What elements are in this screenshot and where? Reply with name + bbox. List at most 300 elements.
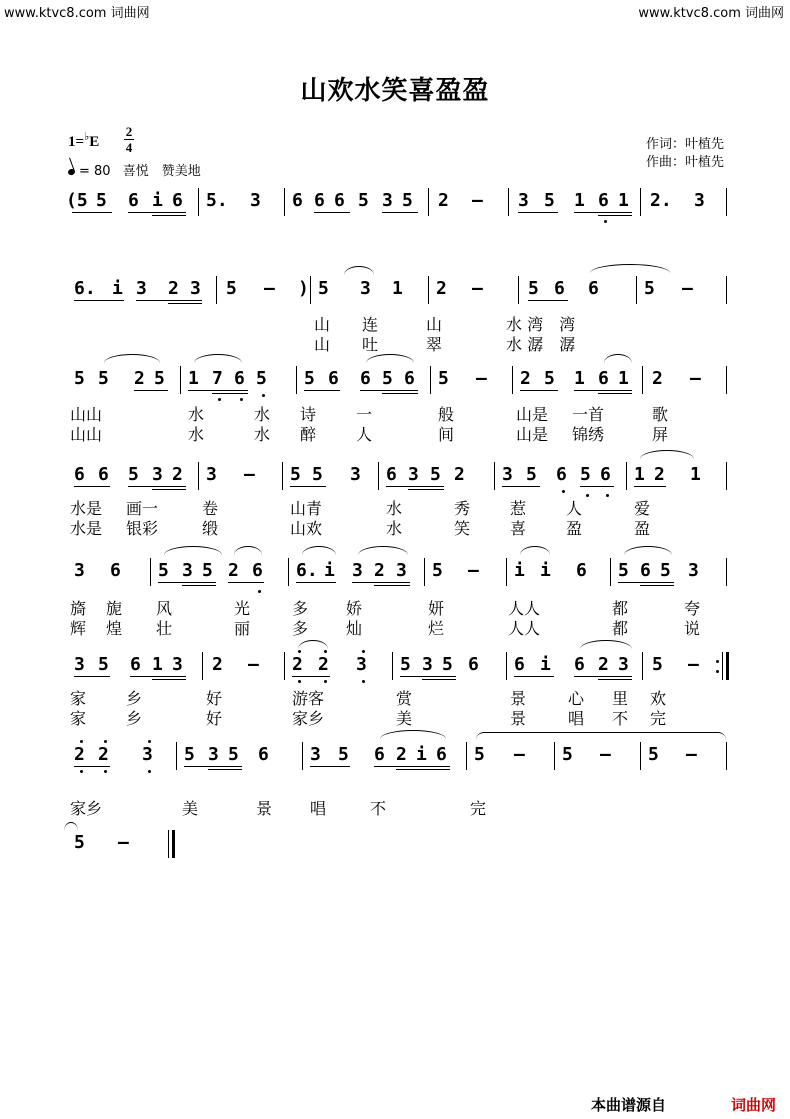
lyric: 烂 [428, 619, 445, 638]
lyric: 景 [510, 689, 527, 708]
lyric: 风 [156, 599, 173, 618]
note: 6 [600, 464, 611, 485]
underline [184, 766, 242, 767]
lyric: 银彩 [126, 519, 159, 538]
underline [128, 486, 186, 487]
barline [284, 188, 285, 216]
lyric: 家 [70, 689, 87, 708]
underline [574, 212, 632, 213]
lyric: 完 [470, 799, 487, 818]
lyric: 水 [386, 499, 403, 518]
note: 6 [258, 744, 269, 765]
lyric: 水是 [70, 519, 103, 538]
low-octave-dot [258, 590, 261, 593]
lyric: 都 [612, 619, 629, 638]
note: 6 [468, 654, 479, 675]
lyric: 间 [438, 425, 455, 444]
note: 3 [688, 560, 699, 581]
underline [396, 769, 450, 770]
note: 3 [352, 560, 363, 581]
note: 5 [402, 190, 413, 211]
note: 3 [360, 278, 371, 299]
lyric: 水 [254, 405, 271, 424]
lyric: 家乡 [292, 709, 325, 728]
high-octave-dot [104, 740, 107, 743]
note: 3 [74, 560, 85, 581]
lyric: 妍 [428, 599, 445, 618]
low-octave-dot [262, 394, 265, 397]
lyric: 画一 [126, 499, 159, 518]
note: 2 [454, 464, 465, 485]
high-octave-dot [324, 650, 327, 653]
lyric: 都 [612, 599, 629, 618]
barline [726, 366, 727, 394]
lyric: 夸 [684, 599, 701, 618]
barline [202, 652, 203, 680]
barline [518, 276, 519, 304]
barline [508, 188, 509, 216]
lyric: 水 [188, 405, 205, 424]
lyric: 唱 [568, 709, 585, 728]
barline [216, 276, 217, 304]
lyric: 水 [254, 425, 271, 444]
note: 6 [576, 560, 587, 581]
lyric-line-2: 山 吐 翠 水 潺 潺 [314, 335, 576, 354]
underline [208, 769, 242, 770]
note: 3 [396, 560, 407, 581]
barline [150, 558, 151, 586]
note: 6 [234, 368, 245, 389]
barline [428, 188, 429, 216]
note: 3 [136, 278, 147, 299]
lyric: 一首 [572, 405, 605, 424]
note: 5 [290, 464, 301, 485]
low-octave-dot [148, 770, 151, 773]
note: 5 [580, 464, 591, 485]
note: 5 [312, 464, 323, 485]
underline [158, 582, 216, 583]
note: 6 [130, 654, 141, 675]
lyric: 多 [292, 619, 309, 638]
lyrics-row-5 [0, 596, 790, 636]
note: 6 [436, 744, 447, 765]
note: 5 [526, 464, 537, 485]
lyric: 心 [568, 689, 585, 708]
slur [380, 730, 446, 739]
note: 3 [74, 654, 85, 675]
lyric: 景 [510, 709, 527, 728]
note: 5 [98, 368, 109, 389]
repeat-dot [716, 670, 719, 673]
underline [520, 390, 558, 391]
note: – [682, 278, 693, 299]
note: 3 [502, 464, 513, 485]
note: 6 [252, 560, 263, 581]
volta-bracket [476, 732, 726, 741]
lyric: 不 [370, 799, 387, 818]
underline [74, 486, 110, 487]
note: 1 [634, 464, 645, 485]
barline [636, 276, 637, 304]
lyric: 丽 [234, 619, 251, 638]
underline [634, 486, 666, 487]
lyric: 山青 [290, 499, 323, 518]
note: – [690, 368, 701, 389]
underline [296, 582, 336, 583]
note: i [540, 560, 551, 581]
lyric: 人 [356, 425, 373, 444]
note: 2 [134, 368, 145, 389]
barline [640, 742, 641, 770]
note: 5 [652, 654, 663, 675]
lyric: 壮 [156, 619, 173, 638]
low-octave-dot [80, 770, 83, 773]
note: 5 [544, 368, 555, 389]
note: 1 [152, 654, 163, 675]
note: 2 [396, 744, 407, 765]
lyric: 美 [396, 709, 413, 728]
note: i [416, 744, 427, 765]
note: 6 [588, 278, 599, 299]
underline [518, 212, 558, 213]
note: 1 [618, 190, 629, 211]
lyric: 欢 [650, 689, 667, 708]
note: 5 [304, 368, 315, 389]
lyric: 游客 [292, 689, 325, 708]
note: 6 [574, 654, 585, 675]
underline [168, 303, 202, 304]
lyric: 水 [386, 519, 403, 538]
barline [430, 366, 431, 394]
note: 5 [74, 832, 85, 853]
note: i [112, 278, 123, 299]
note: i [152, 190, 163, 211]
note: 6 [172, 190, 183, 211]
note: 5 [432, 560, 443, 581]
score-row-1 [0, 188, 790, 228]
barline [424, 558, 425, 586]
note: 2 [374, 560, 385, 581]
underline [152, 679, 186, 680]
repeat-dot [716, 660, 719, 663]
note: 6 [110, 560, 121, 581]
note: 5 [158, 560, 169, 581]
barline [198, 462, 199, 490]
note: 3 [208, 744, 219, 765]
time-signature: 2 4 [125, 124, 133, 155]
lyric: 人人 [508, 619, 541, 638]
lyric: 说 [684, 619, 701, 638]
note: 6 [98, 464, 109, 485]
lyric: 喜 [510, 519, 527, 538]
high-octave-dot [362, 650, 365, 653]
underline [290, 486, 326, 487]
note: 6 [598, 368, 609, 389]
note: i [540, 654, 551, 675]
underline [188, 390, 248, 391]
score-row-7 [0, 742, 790, 782]
note: 1 [618, 368, 629, 389]
lyric: 秀 [454, 499, 471, 518]
final-barline [172, 830, 175, 858]
barline [168, 830, 169, 858]
note: 6 [598, 190, 609, 211]
note: 6 [334, 190, 345, 211]
slur [344, 266, 374, 275]
barline [176, 742, 177, 770]
note: 2 [520, 368, 531, 389]
barline [296, 366, 297, 394]
lyric: 爱 [634, 499, 651, 518]
note: – [472, 190, 483, 211]
repeat-barline [726, 652, 729, 680]
note: 5 [562, 744, 573, 765]
quarter-note-icon [67, 167, 76, 175]
note: 5 [618, 560, 629, 581]
note: 2 [228, 560, 239, 581]
note: – [264, 278, 275, 299]
barline [726, 742, 727, 770]
note: 5 [338, 744, 349, 765]
slur [580, 640, 632, 649]
slur [164, 546, 222, 555]
underline [130, 676, 186, 677]
slur [624, 546, 672, 555]
underline [74, 766, 110, 767]
barline [302, 742, 303, 770]
lyric: 山是 [516, 405, 549, 424]
note: 3 [422, 654, 433, 675]
underline [400, 676, 456, 677]
barline [512, 366, 513, 394]
slur [104, 354, 160, 363]
lyric: 醉 [300, 425, 317, 444]
slur [358, 546, 408, 555]
underline [152, 215, 186, 216]
note: 3 [518, 190, 529, 211]
underline [182, 585, 216, 586]
note: 3 [250, 190, 261, 211]
underline [382, 393, 418, 394]
note: 2. [650, 190, 672, 211]
barline [640, 188, 641, 216]
lyric: 乡 [126, 689, 143, 708]
underline [598, 393, 632, 394]
note: 3 [618, 654, 629, 675]
low-octave-dot [324, 680, 327, 683]
lyric: 家 [70, 709, 87, 728]
lyric: 煌 [106, 619, 123, 638]
lyric: 诗 [300, 405, 317, 424]
note: 2 [652, 368, 663, 389]
lyric: 完 [650, 709, 667, 728]
lyric: 家乡 [70, 799, 103, 818]
underline [580, 486, 614, 487]
lyric: 赏 [396, 689, 413, 708]
note: 2 [438, 190, 449, 211]
note: 5 [430, 464, 441, 485]
note: – [686, 744, 697, 765]
high-octave-dot [298, 650, 301, 653]
note: – [472, 278, 483, 299]
underline [502, 486, 540, 487]
note: 1 [392, 278, 403, 299]
note: 3 [382, 190, 393, 211]
lyrics-row-6 [0, 686, 790, 726]
lyrics-row-7 [0, 796, 790, 820]
lyric: 水是 [70, 499, 103, 518]
underline [128, 212, 186, 213]
note: 5 [382, 368, 393, 389]
underline [574, 676, 632, 677]
lyrics-row-4 [0, 496, 790, 536]
underline [374, 766, 450, 767]
note: 5 [644, 278, 655, 299]
note: 6 [328, 368, 339, 389]
note: 5. [206, 190, 228, 211]
barline [726, 558, 727, 586]
lyric: 好 [206, 689, 223, 708]
underline [304, 390, 340, 391]
note: 5 [648, 744, 659, 765]
low-octave-dot [604, 220, 607, 223]
note: 6 [292, 190, 303, 211]
lyric: 辉 [70, 619, 87, 638]
slur [298, 640, 328, 649]
note: 6 [554, 278, 565, 299]
lyric: 盈 [566, 519, 583, 538]
note: – [468, 560, 479, 581]
note: 2 [318, 654, 329, 675]
note: – [118, 832, 129, 853]
underline [212, 393, 248, 394]
note: 2 [74, 744, 85, 765]
underline [228, 582, 264, 583]
note: 2 [212, 654, 223, 675]
barline [642, 366, 643, 394]
slur [590, 264, 670, 273]
note: 1 [188, 368, 199, 389]
lyric: 景 [256, 799, 273, 818]
score-row-3 [0, 366, 790, 406]
note: 3 [206, 464, 217, 485]
lyric: 锦绣 [572, 425, 605, 444]
note: 7 [212, 368, 223, 389]
low-octave-dot [218, 398, 221, 401]
note: 5 [96, 190, 107, 211]
note: 3 [172, 654, 183, 675]
high-octave-dot [148, 740, 151, 743]
note: 5 [544, 190, 555, 211]
underline [514, 676, 554, 677]
barline [284, 652, 285, 680]
underline [152, 489, 186, 490]
barline [282, 462, 283, 490]
lyric: 一 [356, 405, 373, 424]
note: 3 [182, 560, 193, 581]
score-row-8 [0, 830, 790, 870]
barline [726, 188, 727, 216]
note: 5 [660, 560, 671, 581]
note: 5 [474, 744, 485, 765]
note: 5 [256, 368, 267, 389]
footer-source: 本曲谱源自 [590, 1096, 666, 1114]
note: 5 [318, 278, 329, 299]
lyric: 光 [234, 599, 251, 618]
note: 6 [374, 744, 385, 765]
lyric: 笑 [454, 519, 471, 538]
barline [626, 462, 627, 490]
note: 5 [442, 654, 453, 675]
note: 6. [74, 278, 96, 299]
lyric: 山是 [516, 425, 549, 444]
underline [598, 215, 632, 216]
underline [382, 212, 418, 213]
lyric: 山欢 [290, 519, 323, 538]
barline [722, 652, 723, 680]
watermark-left: www.ktvc8.com 词曲网 [4, 6, 150, 21]
note: (5 [66, 190, 88, 211]
lyric: 不 [612, 709, 629, 728]
barline [726, 276, 727, 304]
barline [310, 276, 311, 304]
note: – [688, 654, 699, 675]
score-row-2 [0, 276, 790, 316]
note: 5 [202, 560, 213, 581]
note: 1 [574, 368, 585, 389]
note: 5 [226, 278, 237, 299]
lyric: 盈 [634, 519, 651, 538]
barline [428, 276, 429, 304]
note: 2 [654, 464, 665, 485]
tempo-marking: = 80 喜悦 赞美地 [68, 160, 201, 179]
barline [726, 462, 727, 490]
underline [374, 585, 410, 586]
low-octave-dot [362, 680, 365, 683]
underline [74, 300, 124, 301]
lyric: 屏 [652, 425, 669, 444]
note: 3 [142, 744, 153, 765]
lyric: 山山 [70, 405, 103, 424]
note: 6 [128, 190, 139, 211]
note: 5 [74, 368, 85, 389]
note: 1 [690, 464, 701, 485]
note: 5 [228, 744, 239, 765]
note: 5 [184, 744, 195, 765]
low-octave-dot [562, 490, 565, 493]
note: 2 [436, 278, 447, 299]
lyric: 灿 [346, 619, 363, 638]
lyricist: 作词：叶植先 [645, 137, 724, 152]
footer-logo: 词曲网 [730, 1096, 776, 1114]
note: ) [298, 278, 309, 299]
lyric: 卷 [202, 499, 219, 518]
underline [74, 676, 110, 677]
lyric: 人人 [508, 599, 541, 618]
note: 6 [360, 368, 371, 389]
credits [646, 136, 724, 172]
underline [574, 390, 632, 391]
underline [310, 766, 350, 767]
lyric-line-1: 山 连 山 水 湾 湾 [314, 315, 576, 334]
underline [598, 679, 632, 680]
underline [618, 582, 674, 583]
note: 2 [98, 744, 109, 765]
note: 6 [314, 190, 325, 211]
note: 2 [168, 278, 179, 299]
barline [466, 742, 467, 770]
lyric: 旎 [106, 599, 123, 618]
